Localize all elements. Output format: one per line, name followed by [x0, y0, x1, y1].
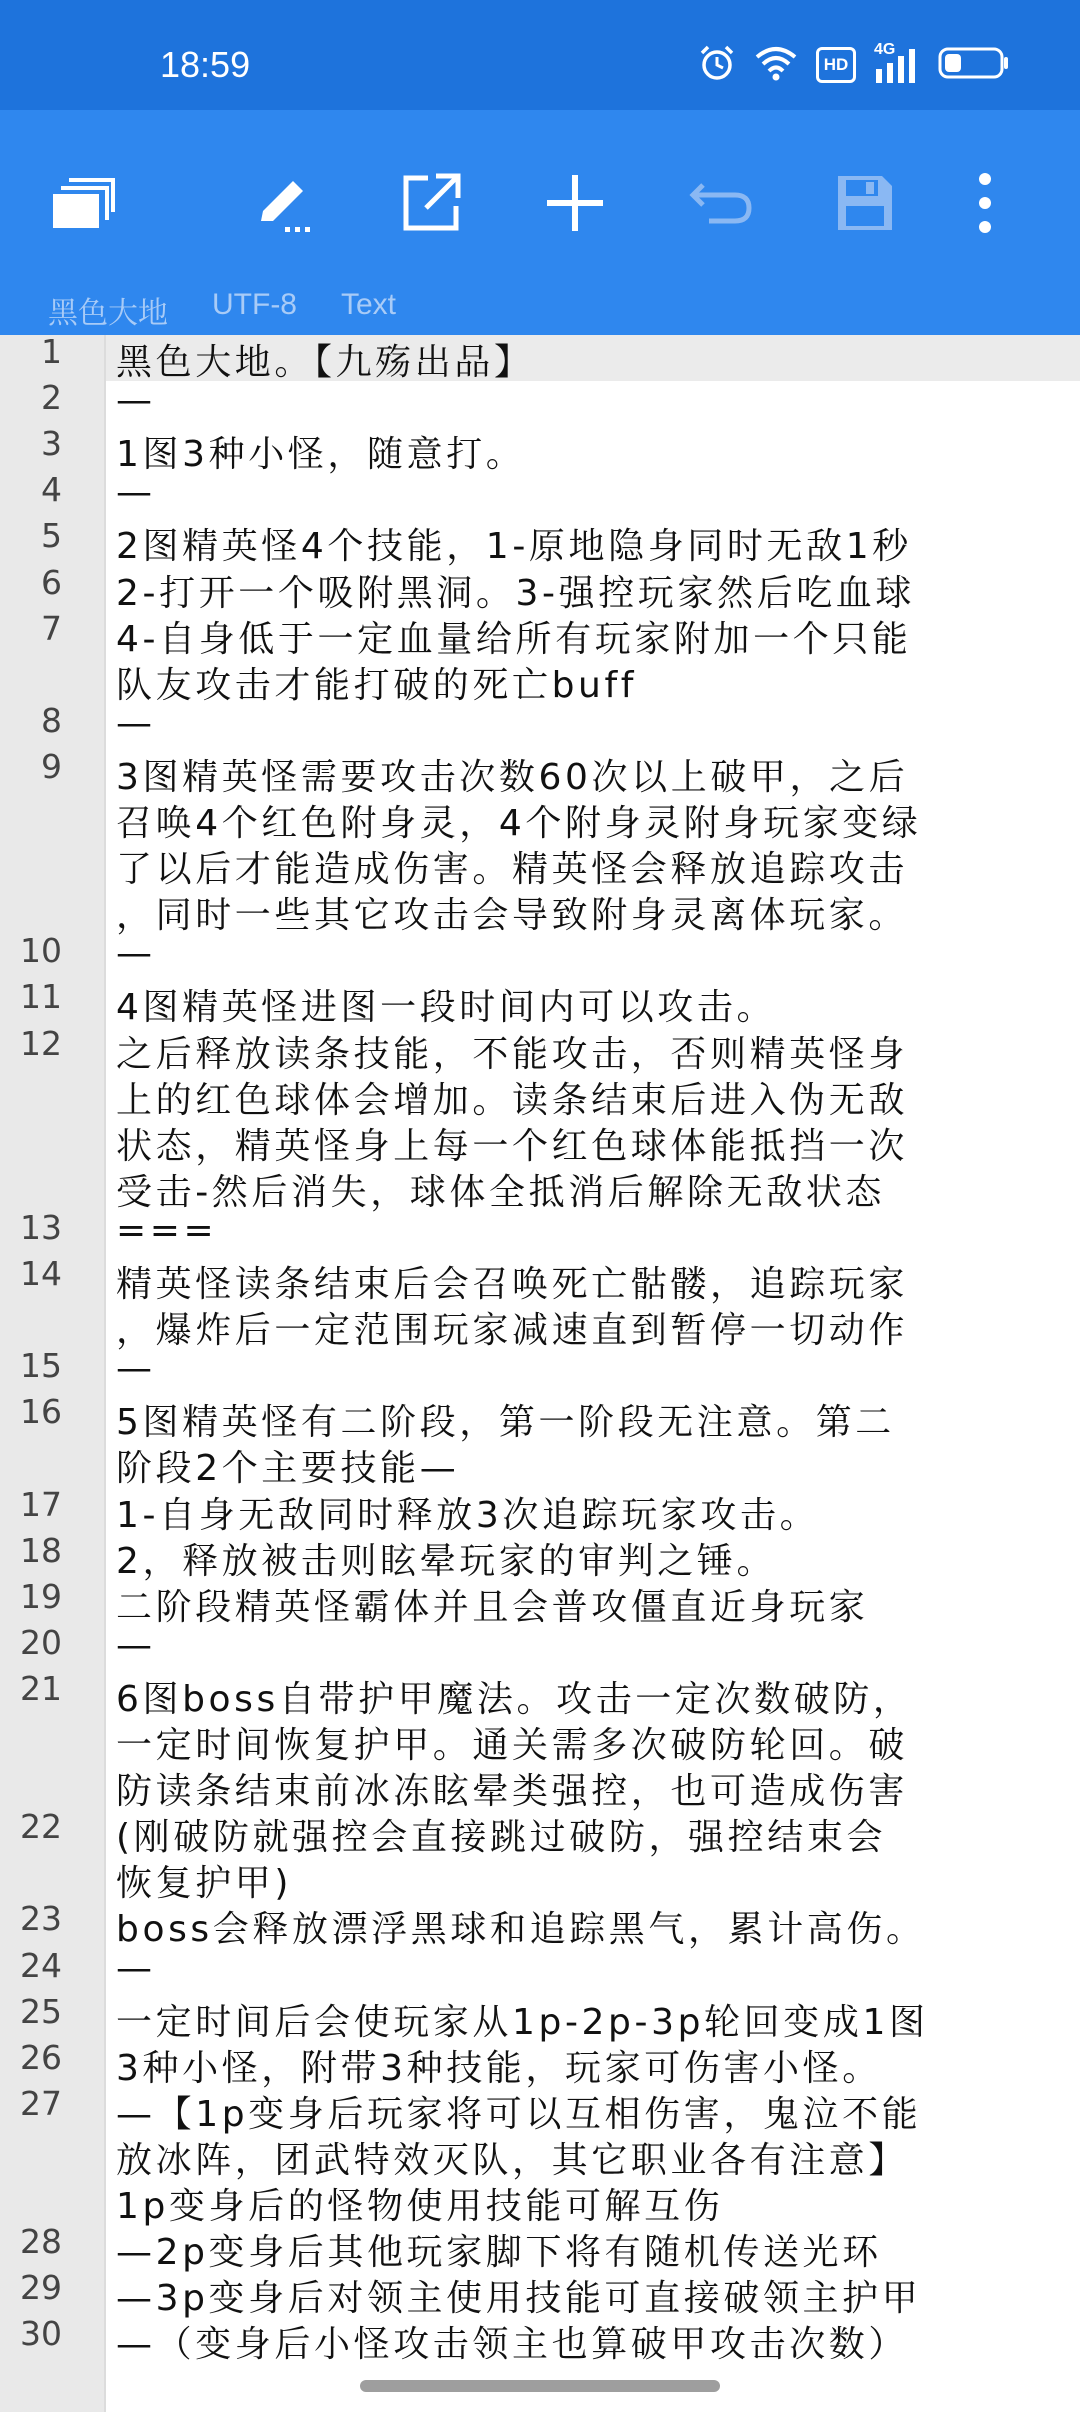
add-icon	[545, 173, 605, 237]
text-line[interactable]: 防读条结束前冰冻眩晕类强控，也可造成伤害	[116, 1771, 909, 1813]
tabs-icon	[51, 176, 115, 234]
text-line[interactable]: 黑色大地。【九殇出品】	[116, 342, 534, 383]
text-line[interactable]: —	[116, 1947, 156, 1989]
line-number: 13	[20, 1207, 62, 1247]
line-number: 26	[20, 2037, 62, 2077]
text-line[interactable]: —	[116, 472, 156, 514]
text-line[interactable]: 队友攻击才能打破的死亡buff	[116, 664, 638, 706]
line-number: 8	[41, 700, 62, 740]
line-number: 4	[41, 470, 62, 510]
gesture-nav-bar[interactable]	[360, 2380, 720, 2392]
open-external-button[interactable]	[386, 160, 476, 250]
more-icon	[975, 171, 995, 239]
text-line[interactable]: 状态，精英怪身上每一个红色球体能抵挡一次	[116, 1125, 909, 1167]
line-number: 22	[20, 1807, 62, 1847]
line-number: 7	[41, 608, 62, 648]
line-number: 21	[20, 1668, 62, 1708]
line-number: 20	[20, 1622, 62, 1662]
text-line[interactable]: ，爆炸后一定范围玩家减速直到暂停一切动作	[116, 1310, 909, 1352]
line-number: 17	[20, 1484, 62, 1524]
line-number: 11	[20, 977, 62, 1017]
add-button[interactable]	[530, 160, 620, 250]
edit-icon	[253, 171, 317, 239]
save-button[interactable]	[820, 160, 910, 250]
gutter-divider	[104, 335, 106, 2412]
line-number: 3	[41, 424, 62, 464]
text-line[interactable]: —（变身后小怪攻击领主也算破甲攻击次数）	[116, 2324, 909, 2366]
text-line[interactable]: 放冰阵，团武特效灭队，其它职业各有注意】	[116, 2139, 909, 2181]
text-line[interactable]: 1p变身后的怪物使用技能可解互伤	[116, 2186, 724, 2227]
text-line[interactable]: 1-自身无敌同时释放3次追踪玩家攻击。	[116, 1494, 820, 1536]
text-line[interactable]: —	[116, 1348, 156, 1390]
text-line[interactable]: 2-打开一个吸附黑洞。3-强控玩家然后吃血球	[116, 572, 915, 614]
more-button[interactable]	[940, 160, 1030, 250]
text-line[interactable]: 2图精英怪4个技能，1-原地隐身同时无敌1秒	[116, 526, 912, 568]
status-time: 18:59	[160, 44, 251, 85]
line-number: 2	[41, 378, 62, 418]
text-line[interactable]: —【1p变身后玩家将可以互相伤害，鬼泣不能	[116, 2093, 922, 2135]
line-number: 30	[20, 2314, 62, 2354]
signal-4g-icon	[874, 41, 920, 85]
text-line[interactable]: 之后释放读条技能，不能攻击，否则精英怪身	[116, 1033, 909, 1075]
text-line[interactable]: 4-自身低于一定血量给所有玩家附加一个只能	[116, 618, 912, 660]
line-number: 23	[20, 1899, 62, 1939]
edit-button[interactable]	[240, 160, 330, 250]
network-label: 4G	[874, 41, 896, 58]
text-line[interactable]: 4图精英怪进图一段时间内可以攻击。	[116, 987, 777, 1029]
battery-icon	[938, 46, 1010, 84]
text-line[interactable]: 上的红色球体会增加。读条结束后进入伪无敌	[116, 1079, 909, 1121]
line-number: 5	[41, 516, 62, 556]
hd-label: HD	[823, 55, 849, 74]
text-line[interactable]: (刚破防就强控会直接跳过破防，强控结束会	[116, 1817, 887, 1859]
text-line[interactable]: 1图3种小怪，随意打。	[116, 434, 526, 476]
line-number: 27	[20, 2083, 62, 2123]
line-number: 6	[41, 562, 62, 602]
line-number: 16	[20, 1392, 62, 1432]
text-line[interactable]: 一定时间后会使玩家从1p-2p-3p轮回变成1图	[116, 2001, 929, 2043]
alarm-icon	[698, 44, 736, 86]
status-icons	[698, 40, 1010, 90]
line-number: 15	[20, 1346, 62, 1386]
toolbar	[0, 110, 1080, 335]
text-line[interactable]: 一定时间恢复护甲。通关需多次破防轮回。破	[116, 1725, 909, 1766]
text-line[interactable]: 2，释放被击则眩晕玩家的审判之锤。	[116, 1540, 777, 1582]
text-line[interactable]: —2p变身后其他玩家脚下将有随机传送光环	[116, 2232, 882, 2274]
text-line[interactable]: 召唤4个红色附身灵，4个附身灵附身玩家变绿	[116, 803, 922, 844]
text-line[interactable]: ，同时一些其它攻击会导致附身灵离体玩家。	[116, 895, 909, 937]
text-line[interactable]: 3种小怪，附带3种技能，玩家可伤害小怪。	[116, 2047, 882, 2089]
line-number: 12	[20, 1023, 62, 1063]
line-number: 29	[20, 2268, 62, 2308]
text-line[interactable]: —	[116, 380, 156, 422]
text-line[interactable]: 5图精英怪有二阶段，第一阶段无注意。第二	[116, 1402, 895, 1444]
line-number: 19	[20, 1576, 62, 1616]
text-line[interactable]: 阶段2个主要技能—	[116, 1448, 460, 1490]
text-line[interactable]: —	[116, 1624, 156, 1666]
line-number: 24	[20, 1945, 62, 1985]
save-icon	[836, 174, 894, 236]
undo-icon	[689, 181, 753, 229]
text-line[interactable]: 恢复护甲)	[116, 1863, 293, 1905]
hd-icon	[816, 47, 856, 83]
text-line[interactable]: —	[116, 702, 156, 744]
text-line[interactable]: 精英怪读条结束后会召唤死亡骷髅，追踪玩家	[116, 1264, 909, 1305]
text-line[interactable]: 3图精英怪需要攻击次数60次以上破甲，之后	[116, 756, 909, 798]
text-line[interactable]: boss会释放漂浮黑球和追踪黑气，累计高伤。	[116, 1909, 926, 1951]
file-info	[48, 288, 396, 332]
line-number: 10	[20, 931, 62, 971]
undo-button[interactable]	[676, 160, 766, 250]
text-line[interactable]: 受击-然后消失，球体全抵消后解除无敌状态	[116, 1171, 885, 1213]
text-line[interactable]: ===	[116, 1209, 218, 1251]
file-name: 黑色大地	[48, 296, 168, 331]
line-number: 18	[20, 1530, 62, 1570]
line-number: 25	[20, 1991, 62, 2031]
tabs-button[interactable]	[38, 160, 128, 250]
text-line[interactable]: —	[116, 933, 156, 975]
wifi-icon	[754, 44, 798, 86]
status-bar	[0, 0, 1080, 110]
text-line[interactable]: 二阶段精英怪霸体并且会普攻僵直近身玩家	[116, 1586, 869, 1628]
text-line[interactable]: —3p变身后对领主使用技能可直接破领主护甲	[116, 2278, 922, 2320]
line-number: 28	[20, 2222, 62, 2262]
line-number: 1	[41, 335, 62, 371]
file-mode: Text	[341, 288, 397, 321]
line-number: 9	[41, 746, 62, 786]
text-line[interactable]: 了以后才能造成伤害。精英怪会释放追踪攻击	[116, 849, 909, 891]
line-number: 14	[20, 1254, 62, 1293]
text-editor[interactable]	[0, 335, 1080, 2412]
text-line[interactable]: 6图boss自带护甲魔法。攻击一定次数破防，	[116, 1678, 913, 1720]
file-encoding: UTF-8	[212, 288, 297, 321]
open-external-icon	[400, 172, 462, 238]
